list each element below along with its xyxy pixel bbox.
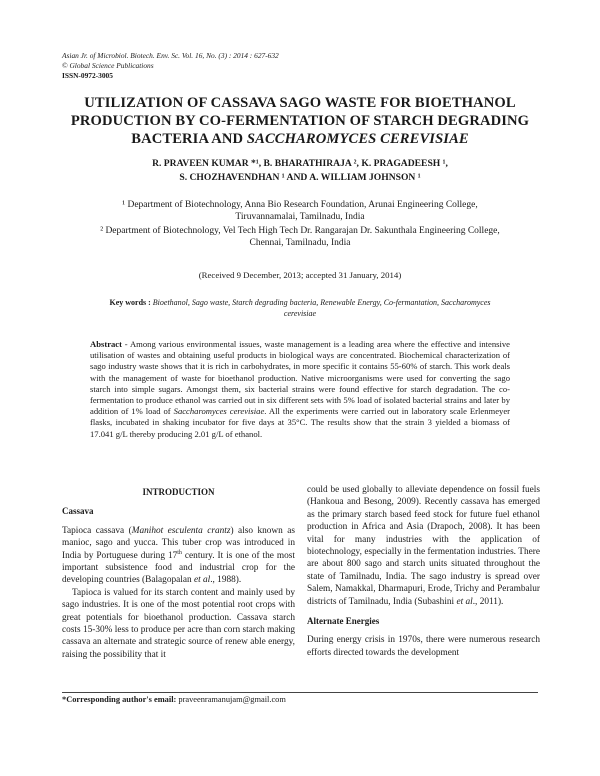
keywords-text: Bioethanol, Sago waste, Starch degrading bacteria, Renewable Energy, Co-fermantation, Saccharomyces cerevisiae [152, 298, 491, 318]
left-column [62, 486, 295, 661]
affiliation-1-line-2: Tiruvannamalai, Tamilnadu, India [235, 212, 365, 223]
text-span: ., 1988). [210, 575, 242, 586]
abstract-text-b: . All the experiments were carried out in laboratory scale Erlenmeyer flasks, incubated in shaking incubator for five days at 35°C. The results show that the strain 3 yielded a biomass of 17.041 g/L thereby producing 2.01 g/L of ethanol. [90, 406, 510, 439]
paper-title [40, 94, 560, 148]
cassava-heading: Cassava [62, 506, 94, 517]
journal-citation: Asian Jr. of Microbiol. Biotech. Env. Sc. Vol. 16, No. (3) : 2014 : 627-632 [62, 51, 279, 60]
introduction-heading: INTRODUCTION [142, 487, 215, 497]
paragraph-cassava-3 [307, 484, 540, 608]
text-span: century. It is one of the most important subsistence food and industrial crop for the developing countries (Balagopalan [62, 550, 295, 586]
authors-line-2: S. CHOZHAVENDHAN ¹ AND A. WILLIAM JOHNSON ¹ [179, 172, 421, 183]
received-dates: (Received 9 December, 2013; accepted 31 January, 2014) [198, 270, 402, 280]
footnote-label: *Corresponding author's email: [62, 695, 177, 704]
et-al: et al [193, 575, 211, 586]
title-line-2: PRODUCTION BY CO-FERMENTATION OF STARCH DEGRADING [70, 113, 530, 129]
right-column [307, 484, 540, 659]
journal-header [62, 51, 279, 82]
publisher: © Global Science Publications [62, 61, 154, 71]
footnote-divider [62, 692, 538, 693]
affiliation-2 [40, 225, 560, 250]
title-species: SACCHAROMYCES CEREVISIAE [246, 131, 469, 147]
issn: ISSN-0972-3005 [62, 71, 113, 81]
corresponding-email: praveenramanujam@gmail.com [176, 695, 286, 704]
paragraph-cassava-1 [62, 525, 295, 587]
affiliation-1-line-1: ¹ Department of Biotechnology, Anna Bio Research Foundation, Arunai Engineering College, [122, 200, 478, 210]
species-name: Manihot esculenta crantz [131, 525, 231, 536]
abstract-text-a: - Among various environmental issues, waste management is a leading area where the effective and intensive utilisation of wastes and obtaining useful products in biological ways are concentrated. Biochemical characterization of sago industry waste shows that it is rich in carbohydrates, in more specific it contains 55-60% of starch. This work deals with the management of waste for bioethanol production. Native microorganisms were used for converting the sago starch into simple sugars. Amongst them, six bacterial strains were found effective for starch degradation. The co-fermentation to produce ethanol was carried out in six different sets with 5% load of isolated bacterial strains and later by addition of 1% load of [90, 339, 510, 417]
affiliation-1 [40, 199, 560, 224]
paragraph-energy-1: During energy crisis in 1970s, there were numerous research efforts directed towards the development [307, 635, 540, 658]
corresponding-author-footnote [62, 695, 286, 704]
paragraph-cassava-2: Tapioca is valued for its starch content and mainly used by sago industries. It is one of the most potential root crops with great potentials for bioethanol production. Cassava starch costs 15-30% less to produce per acre than corn starch making cassava an alternate and strategic source of renew able energy, raising the possibility that it [62, 587, 295, 660]
et-al: et al [456, 596, 473, 607]
affiliation-2-line-2: Chennai, Tamilnadu, India [249, 238, 351, 249]
alternate-energies-heading: Alternate Energies [307, 616, 380, 627]
abstract [90, 339, 510, 440]
authors-line-1: R. PRAVEEN KUMAR *¹, B. BHARATHIRAJA ², K. PRAGADEESH ¹, [152, 158, 448, 169]
affiliations [40, 199, 560, 250]
text-span: Tapioca cassava ( [62, 525, 132, 536]
text-span: ., 2011). [472, 596, 504, 607]
affiliation-2-line-1: ² Department of Biotechnology, Vel Tech High Tech Dr. Rangarajan Dr. Sakunthala Engineering College, [100, 225, 500, 236]
superscript: th [177, 549, 182, 556]
text-span: could be used globally to alleviate dependence on fossil fuels (Hankoua and Besong, 2009). Recently cassava has emerged as the primary starch based feed stock for future fuel ethanol production in Africa and Asia (Drapoch, 2008). It has been vital for many industries with the application of biotechnology, especially in the fermentation industries. There are about 800 sago and starch units situated throughout the state of Tamilnadu, India. The sago industry is spread over Salem, Namakkal, Dharmapuri, Erode, Trichy and Perambalur districts of Tamilnadu, India (Subashini [307, 485, 540, 607]
keywords-label: Key words : [109, 298, 151, 307]
abstract-species: Saccharomyces cerevisiae [173, 406, 265, 417]
title-line-1: UTILIZATION OF CASSAVA SAGO WASTE FOR BIOETHANOL [84, 95, 516, 111]
title-line-3-prefix: BACTERIA AND [131, 131, 247, 147]
abstract-label: Abstract [90, 339, 122, 349]
title-line-3 [40, 130, 560, 148]
author-list [40, 157, 560, 185]
keywords [100, 297, 500, 319]
text-span: ) also known as manioc, sago and yucca. This tuber crop was introduced in India by Portuguese during 17 [62, 525, 295, 561]
